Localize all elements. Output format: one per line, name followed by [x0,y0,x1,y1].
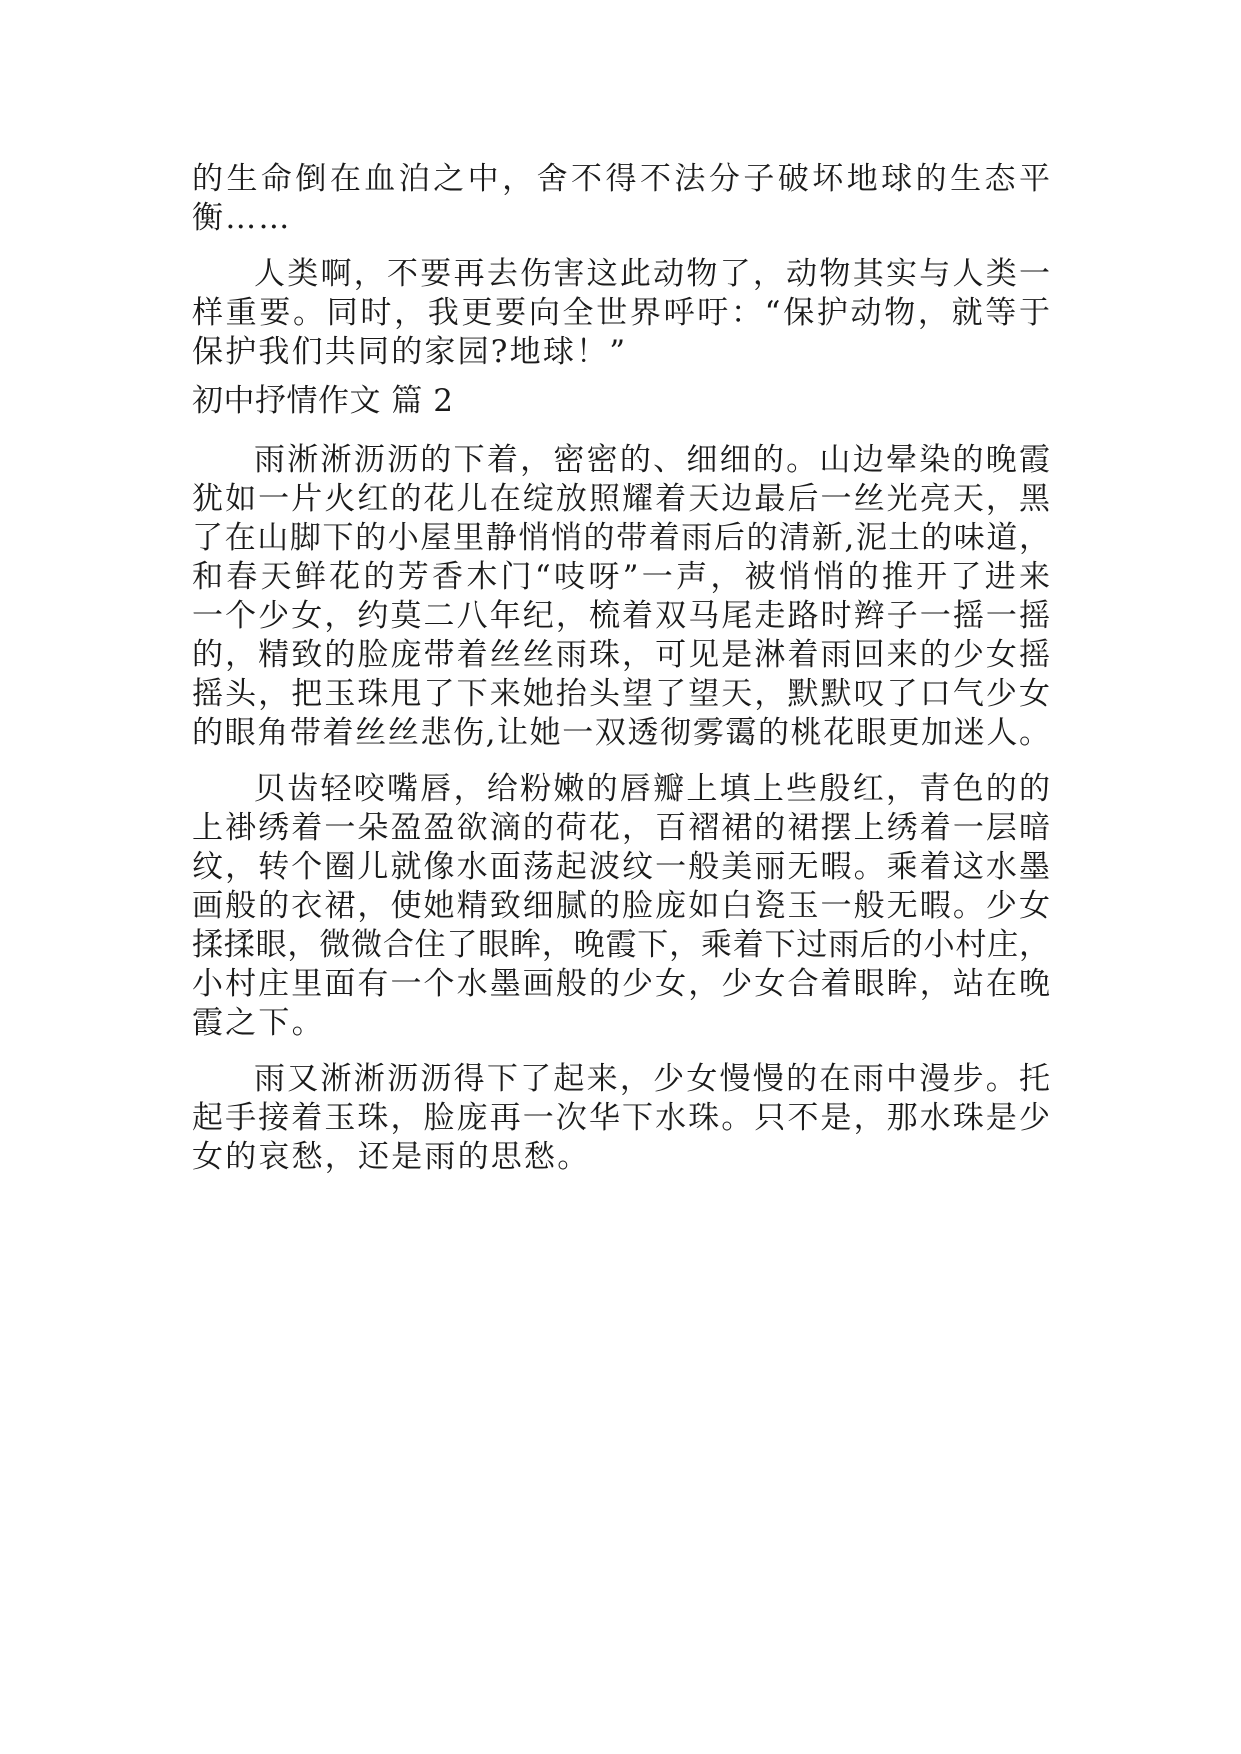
text-line: 一个少女，约莫二八年纪，梳着双马尾走路时辫子一摇一摇 [192,598,1050,634]
text-line: 纹，转个圈儿就像水面荡起波纹一般美丽无暇。乘着这水墨 [192,849,1050,885]
text-line: 霞之下。 [192,1005,325,1041]
text-line: 的眼角带着丝丝悲伤,让她一双透彻雾霭的桃花眼更加迷人。 [192,715,1050,751]
text-line: 雨淅淅沥沥的下着，密密的、细细的。山边晕染的晚霞 [254,442,1050,478]
text-line: 了在山脚下的小屋里静悄悄的带着雨后的清新,泥土的味道， [192,520,1050,556]
text-line: 上褂绣着一朵盈盈欲滴的荷花，百褶裙的裙摆上绣着一层暗 [192,810,1050,846]
text-line: 起手接着玉珠，脸庞再一次华下水珠。只不是，那水珠是少 [192,1100,1050,1136]
text-line: 揉揉眼，微微合住了眼眸，晚霞下，乘着下过雨后的小村庄， [192,927,1050,963]
paragraph [192,1060,1050,1177]
text-line: 贝齿轻咬嘴唇，给粉嫩的唇瓣上填上些殷红，青色的的 [254,771,1050,807]
text-line: 画般的衣裙，使她精致细腻的脸庞如白瓷玉一般无暇。少女 [192,888,1050,924]
text-line: 和春天鲜花的芳香木门“吱呀”一声，被悄悄的推开了进来 [192,559,1050,595]
text-line: 人类啊，不要再去伤害这此动物了，动物其实与人类一 [254,256,1050,292]
text-line: 犹如一片火红的花儿在绽放照耀着天边最后一丝光亮天，黑 [192,481,1050,517]
text-line: 样重要。同时，我更要向全世界呼吁：“保护动物，就等于 [192,295,1050,331]
paragraph-gap [192,1043,1050,1060]
paragraph-gap [192,238,1050,255]
text-line: 女的哀愁，还是雨的思愁。 [192,1139,591,1175]
essay-2-body [192,441,1050,1177]
text-line: 的生命倒在血泊之中，舍不得不法分子破坏地球的生态平 [192,161,1050,197]
paragraph-gap [192,753,1050,770]
paragraph [192,770,1050,1043]
essay-1-ending [192,160,1050,372]
text-line: 雨又淅淅沥沥得下了起来，少女慢慢的在雨中漫步。托 [254,1061,1050,1097]
paragraph [192,441,1050,753]
text-line: 保护我们共同的家园?地球！” [192,334,628,370]
text-line: 衡…… [192,200,292,236]
section-heading: 初中抒情作文 篇 2 [192,383,454,419]
text-line: 摇头，把玉珠甩了下来她抬头望了望天，默默叹了口气少女 [192,676,1050,712]
paragraph [192,255,1050,372]
paragraph [192,160,1050,238]
document-page [192,160,1050,1177]
text-line: 的，精致的脸庞带着丝丝雨珠，可见是淋着雨回来的少女摇 [192,637,1050,673]
text-line: 小村庄里面有一个水墨画般的少女，少女合着眼眸，站在晚 [192,966,1050,1002]
